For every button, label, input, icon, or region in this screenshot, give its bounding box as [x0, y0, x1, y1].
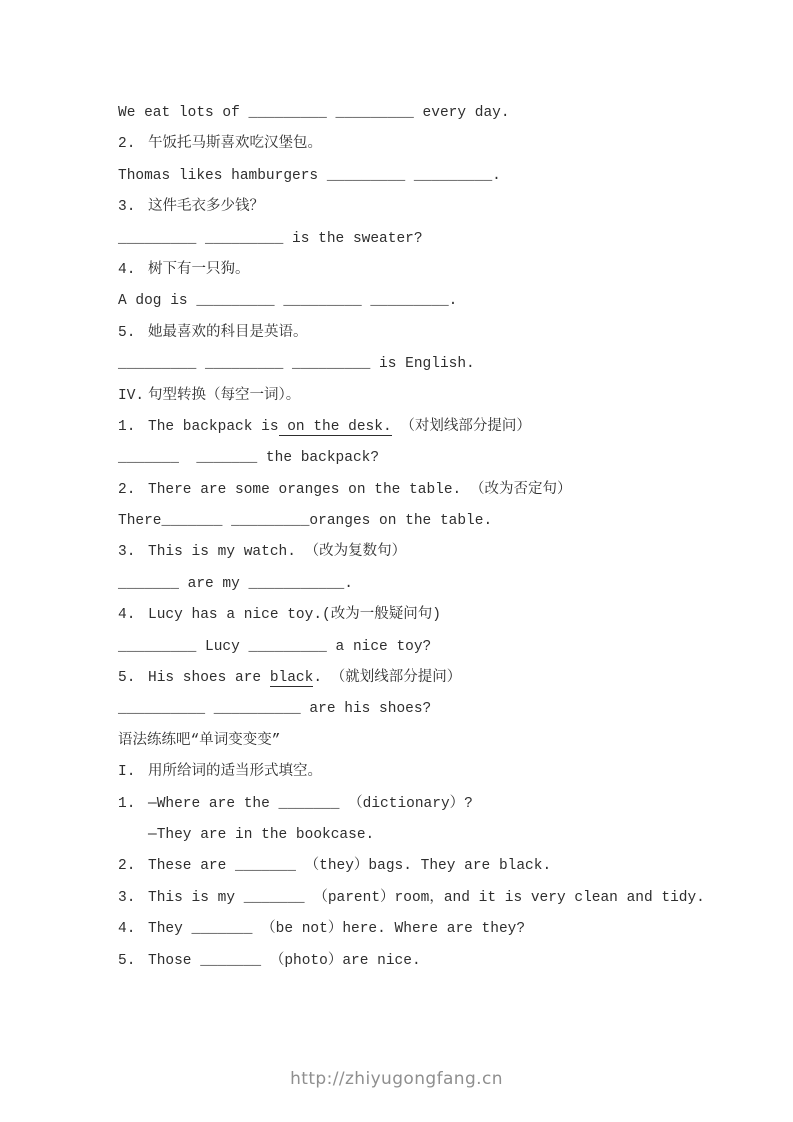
prompt-line-en [118, 537, 783, 568]
section-heading [118, 757, 783, 788]
prompt-line-en [118, 475, 783, 506]
item-number: 3. [118, 889, 136, 906]
answer-line [118, 443, 783, 474]
text-segment: _________ _________ is the sweater? [118, 230, 423, 247]
item-number: 3. [118, 544, 136, 561]
section-heading [118, 381, 783, 412]
line-text [148, 921, 525, 937]
item-number: 2. [118, 136, 136, 153]
prompt-line-en [118, 883, 783, 914]
text-segment: Thomas likes hamburgers _________ _________. [118, 167, 501, 184]
text-segment: _______ _______ the backpack? [118, 450, 380, 467]
answer-line [118, 632, 783, 663]
prompt-line-en [118, 663, 783, 694]
line-text [148, 388, 300, 404]
text-segment: There_______ _________oranges on the table. [118, 513, 493, 530]
text-segment: Lucy has a nice toy.(改为一般疑问句) [148, 607, 441, 624]
worksheet-document [118, 98, 783, 977]
line-text [148, 858, 551, 874]
prompt-line-en [118, 946, 783, 977]
text-segment: His shoes are [148, 670, 270, 687]
text-segment: Those _______ （photo）are nice. [148, 952, 421, 969]
prompt-line-cn [118, 318, 783, 349]
item-number: 2. [118, 858, 136, 875]
item-number: 1. [118, 418, 136, 435]
line-text [118, 513, 492, 529]
text-segment: These are _______ （they）bags. They are black. [148, 858, 552, 875]
text-segment: We eat lots of _________ _________ every day. [118, 105, 510, 121]
line-text [118, 356, 475, 372]
text-segment: 这件毛衣多少钱？ [148, 199, 264, 216]
prompt-line-en [118, 600, 783, 631]
text-segment: This is my _______ （parent）room，and it is very clean and tidy. [148, 889, 705, 906]
line-text [148, 890, 705, 906]
answer-line [118, 161, 783, 192]
item-number: 2. [118, 481, 136, 498]
item-number: 5. [118, 324, 136, 341]
text-segment: This is my watch. （改为复数句） [148, 544, 407, 561]
item-number: IV. [118, 387, 145, 404]
line-text [148, 953, 421, 969]
item-number: 5. [118, 952, 136, 969]
text-segment: —Where are the _______ （dictionary）? [148, 795, 473, 812]
line-text [118, 639, 431, 655]
prompt-line-en [118, 851, 783, 882]
line-text [148, 544, 406, 560]
line-text [148, 764, 322, 780]
line-text [148, 827, 374, 843]
line-text [148, 670, 461, 687]
answer-line [118, 286, 783, 317]
item-number: 1. [118, 795, 136, 812]
footer [0, 1069, 793, 1089]
line-text [148, 199, 264, 215]
text-segment: The backpack is [148, 418, 279, 435]
text-segment: A dog is _________ _________ _________. [118, 293, 458, 310]
line-text [148, 136, 322, 152]
line-text [118, 733, 280, 749]
text-segment: _________ _________ _________ is English. [118, 356, 475, 373]
prompt-line-en [118, 412, 783, 443]
item-number: 3. [118, 199, 136, 216]
line-text [148, 262, 250, 278]
text-segment: （对划线部分提问） [391, 418, 531, 435]
text-segment: 句型转换（每空一词）。 [148, 387, 301, 404]
text-segment: _________ Lucy _________ a nice toy? [118, 638, 432, 655]
text-segment: . （就划线部分提问） [313, 670, 462, 687]
line-text [118, 701, 431, 717]
line-text [148, 419, 531, 436]
item-number: 4. [118, 921, 136, 938]
text-segment: 用所给词的适当形式填空。 [148, 764, 322, 781]
line-text [118, 576, 353, 592]
line-text [148, 607, 441, 623]
text-segment: —They are in the bookcase. [148, 826, 375, 843]
prompt-line-cn [118, 255, 783, 286]
text-segment: _______ are my ___________. [118, 575, 353, 592]
line-text [118, 450, 379, 466]
line-text [118, 293, 457, 309]
text-segment: 午饭托马斯喜欢吃汉堡包。 [148, 136, 322, 153]
answer-line [118, 506, 783, 537]
section-heading [118, 726, 783, 757]
line-text [148, 796, 473, 812]
line-text [118, 168, 501, 184]
answer-line [118, 694, 783, 725]
prompt-line-en [118, 820, 783, 851]
item-number: 5. [118, 670, 136, 687]
item-number: 4. [118, 607, 136, 624]
line-text [118, 231, 423, 247]
line-text [148, 482, 571, 498]
text-segment: 树下有一只狗。 [148, 261, 250, 278]
line-text [148, 325, 308, 341]
prompt-line-en [118, 789, 783, 820]
answer-line [118, 98, 783, 129]
text-segment: 语法练练吧“单词变变变” [118, 732, 281, 749]
text-segment: They _______ （be not）here. Where are they? [148, 921, 526, 938]
text-segment: 她最喜欢的科目是英语。 [148, 324, 308, 341]
prompt-line-cn [118, 192, 783, 223]
line-text [118, 105, 510, 121]
prompt-line-cn [118, 129, 783, 160]
text-segment: __________ __________ are his shoes? [118, 701, 432, 718]
answer-line [118, 349, 783, 380]
text-segment: There are some oranges on the table. （改为否定句） [148, 481, 572, 498]
underlined-text: on the desk. [278, 418, 392, 435]
item-number: I. [118, 764, 136, 781]
answer-line [118, 569, 783, 600]
footer-watermark-url: http://zhiyugongfang.cn [290, 1069, 503, 1089]
prompt-line-en [118, 914, 783, 945]
answer-line [118, 224, 783, 255]
item-number: 4. [118, 261, 136, 278]
underlined-text: black [269, 670, 314, 687]
